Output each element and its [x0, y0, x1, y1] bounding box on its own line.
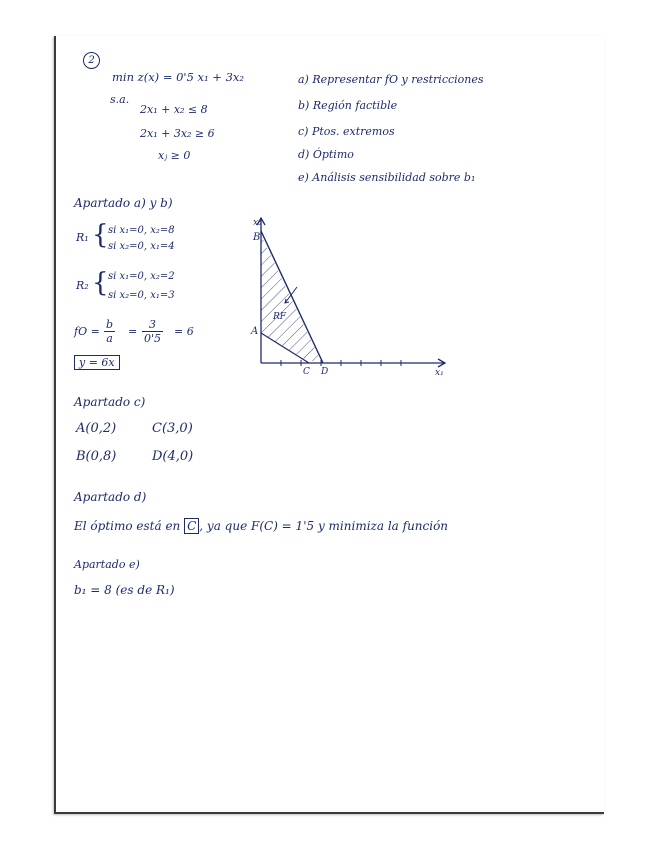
fo-line-boxed: y = 6x — [74, 355, 120, 370]
subject-to-label: s.a. — [110, 93, 130, 106]
heading-apartado-e: Apartado e) — [74, 558, 140, 571]
objective-function: min z(x) = 0'5 x₁ + 3x₂ — [112, 70, 245, 84]
point-d-label: D — [321, 367, 329, 377]
task-c: c) Ptos. extremos — [298, 125, 395, 138]
fo-fraction-ba — [104, 318, 115, 345]
r1-line2: si x₂=0, x₁=4 — [108, 241, 175, 252]
point-b-label: B — [253, 232, 261, 243]
optimum-text-after: , ya que F(C) = 1'5 y minimiza la función — [199, 519, 449, 533]
sensitivity-text: b₁ = 8 (es de R₁) — [74, 583, 175, 597]
r2-line1: si x₁=0, x₂=2 — [108, 271, 175, 282]
r2-line2: si x₂=0, x₁=3 — [108, 290, 175, 301]
task-e: e) Análisis sensibilidad sobre b₁ — [298, 171, 476, 184]
task-d: d) Óptimo — [298, 148, 354, 161]
r1-line1: si x₁=0, x₂=8 — [108, 225, 175, 236]
extreme-point-d: D(4,0) — [152, 449, 194, 464]
constraint-2: 2x₁ + 3x₂ ≥ 6 — [140, 127, 215, 140]
feasible-region-graph — [245, 213, 455, 378]
heading-apartado-c: Apartado c) — [74, 395, 146, 409]
r2-label: R₂ — [76, 279, 89, 292]
extreme-point-c: C(3,0) — [152, 421, 193, 436]
fo-frac2-den: 0'5 — [144, 332, 162, 345]
point-c-label: C — [303, 367, 310, 377]
problem-number: 2 — [83, 52, 100, 69]
extreme-point-b: B(0,8) — [76, 449, 117, 464]
r2-brace: { — [92, 268, 109, 298]
y-axis-label: x₂ — [253, 218, 262, 228]
heading-apartado-d: Apartado d) — [74, 490, 147, 504]
r1-label: R₁ — [76, 231, 89, 244]
x-axis-label: x₁ — [435, 368, 444, 378]
r1-brace: { — [92, 220, 109, 250]
fo-result: = 6 — [174, 325, 194, 338]
heading-apartado-ab: Apartado a) y b) — [74, 196, 173, 210]
task-b: b) Región factible — [298, 99, 398, 112]
fo-fraction-values — [142, 318, 163, 345]
fo-equals: = — [128, 325, 138, 338]
fo-frac1-num: b — [106, 318, 114, 331]
optimum-text-before: El óptimo está en — [74, 519, 181, 533]
region-label: RF — [273, 312, 287, 322]
constraint-1: 2x₁ + x₂ ≤ 8 — [140, 103, 208, 116]
point-a-label: A — [251, 326, 259, 337]
optimum-boxed-point: C — [184, 518, 199, 534]
task-a: a) Representar fO y restricciones — [298, 73, 484, 86]
constraint-nonneg: xⱼ ≥ 0 — [158, 149, 191, 162]
fo-frac1-den: a — [106, 332, 113, 345]
fo-prefix: fO = — [74, 325, 100, 338]
optimum-sentence — [74, 520, 448, 532]
fo-frac2-num: 3 — [142, 318, 163, 332]
feasible-region-hatch — [261, 235, 321, 361]
extreme-point-a: A(0,2) — [76, 421, 117, 436]
